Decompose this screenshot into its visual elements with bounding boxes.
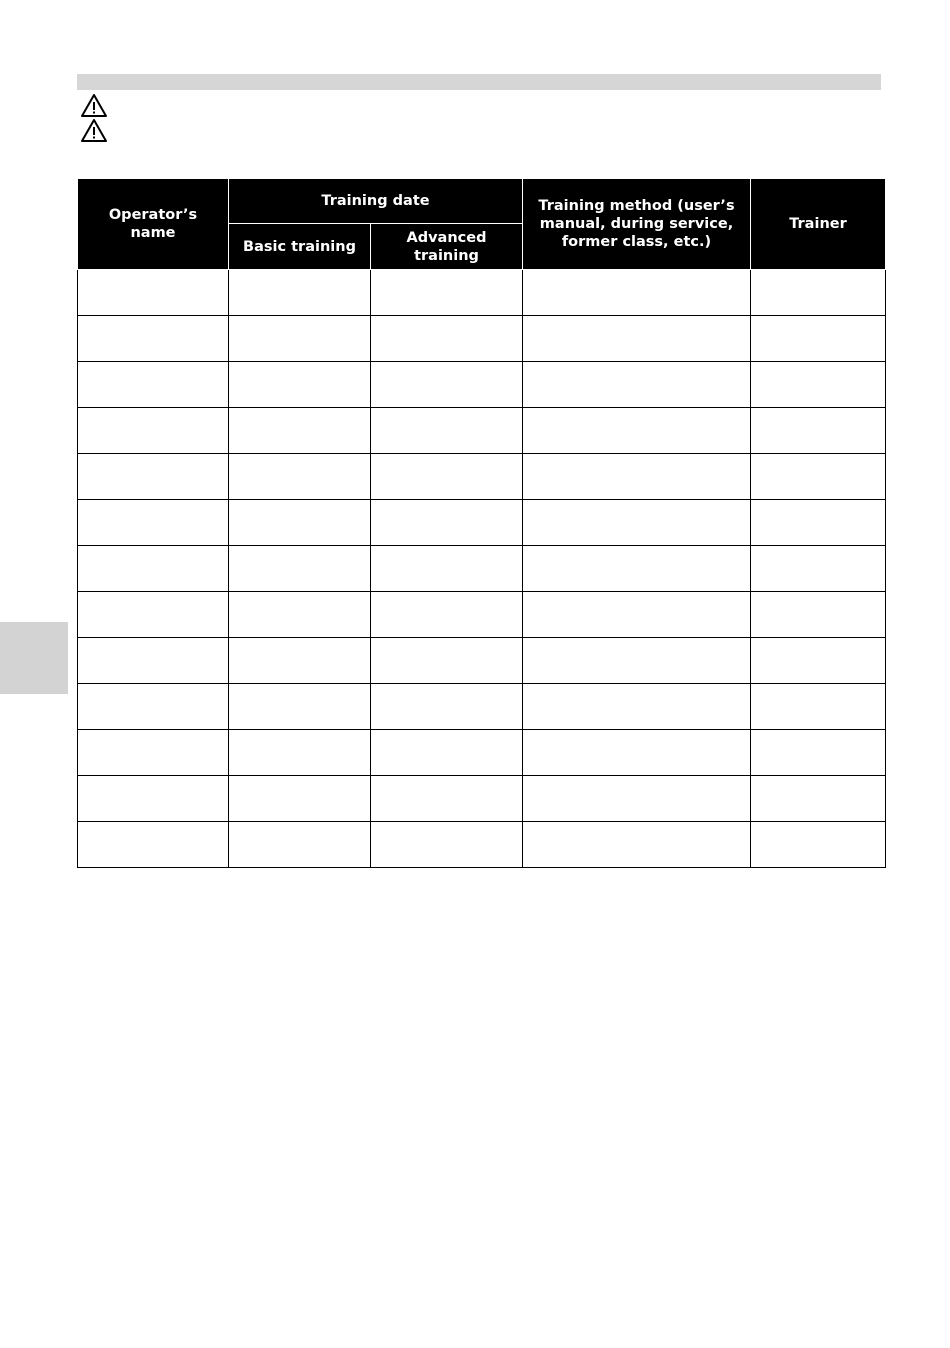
- basic-training-cell: [229, 362, 371, 408]
- trainer-cell: [751, 546, 886, 592]
- advanced-training-cell: [371, 362, 523, 408]
- training-method-cell: [523, 730, 751, 776]
- trainer-cell: [751, 638, 886, 684]
- section-header-bar: [77, 74, 881, 90]
- operator-name-cell: [78, 500, 229, 546]
- advanced-training-cell: [371, 546, 523, 592]
- trainer-cell: [751, 592, 886, 638]
- table-row: [78, 454, 886, 500]
- table-row: [78, 776, 886, 822]
- trainer-cell: [751, 684, 886, 730]
- training-method-cell: [523, 592, 751, 638]
- advanced-training-cell: [371, 592, 523, 638]
- operator-name-cell: [78, 408, 229, 454]
- table-row: [78, 500, 886, 546]
- training-method-cell: [523, 362, 751, 408]
- operator-name-cell: [78, 454, 229, 500]
- advanced-training-cell: [371, 270, 523, 316]
- trainer-cell: [751, 362, 886, 408]
- basic-training-cell: [229, 546, 371, 592]
- advanced-training-cell: [371, 776, 523, 822]
- table-row: [78, 684, 886, 730]
- training-method-cell: [523, 316, 751, 362]
- header-operator-name: Operator’s name: [78, 179, 229, 270]
- operator-name-cell: [78, 776, 229, 822]
- basic-training-cell: [229, 822, 371, 868]
- training-method-cell: [523, 822, 751, 868]
- advanced-training-cell: [371, 684, 523, 730]
- trainer-cell: [751, 776, 886, 822]
- trainer-cell: [751, 730, 886, 776]
- table-row: [78, 270, 886, 316]
- table-row: [78, 822, 886, 868]
- operator-name-cell: [78, 638, 229, 684]
- table-row: [78, 730, 886, 776]
- header-training-date: Training date: [229, 179, 523, 224]
- warning-triangle-icon: [80, 118, 108, 143]
- training-method-cell: [523, 408, 751, 454]
- training-method-cell: [523, 500, 751, 546]
- basic-training-cell: [229, 730, 371, 776]
- table-row: [78, 546, 886, 592]
- header-advanced-training: Advanced training: [371, 224, 523, 270]
- advanced-training-cell: [371, 638, 523, 684]
- header-basic-training: Basic training: [229, 224, 371, 270]
- trainer-cell: [751, 408, 886, 454]
- advanced-training-cell: [371, 454, 523, 500]
- operator-name-cell: [78, 684, 229, 730]
- basic-training-cell: [229, 408, 371, 454]
- basic-training-cell: [229, 592, 371, 638]
- trainer-cell: [751, 316, 886, 362]
- advanced-training-cell: [371, 822, 523, 868]
- basic-training-cell: [229, 316, 371, 362]
- trainer-cell: [751, 270, 886, 316]
- operator-name-cell: [78, 546, 229, 592]
- table-row: [78, 316, 886, 362]
- operator-name-cell: [78, 270, 229, 316]
- advanced-training-cell: [371, 408, 523, 454]
- operator-name-cell: [78, 730, 229, 776]
- table-body: [78, 270, 886, 868]
- basic-training-cell: [229, 684, 371, 730]
- table-row: [78, 362, 886, 408]
- basic-training-cell: [229, 454, 371, 500]
- warning-triangle-icon: [80, 93, 108, 118]
- training-method-cell: [523, 684, 751, 730]
- table-row: [78, 408, 886, 454]
- header-trainer: Trainer: [751, 179, 886, 270]
- operator-name-cell: [78, 316, 229, 362]
- basic-training-cell: [229, 270, 371, 316]
- trainer-cell: [751, 454, 886, 500]
- operator-name-cell: [78, 362, 229, 408]
- advanced-training-cell: [371, 730, 523, 776]
- basic-training-cell: [229, 638, 371, 684]
- operator-name-cell: [78, 592, 229, 638]
- training-method-cell: [523, 776, 751, 822]
- training-method-cell: [523, 270, 751, 316]
- training-record-table: [77, 178, 885, 868]
- trainer-cell: [751, 822, 886, 868]
- training-method-cell: [523, 546, 751, 592]
- training-method-cell: [523, 454, 751, 500]
- advanced-training-cell: [371, 500, 523, 546]
- table-row: [78, 638, 886, 684]
- table-row: [78, 592, 886, 638]
- operator-name-cell: [78, 822, 229, 868]
- training-method-cell: [523, 638, 751, 684]
- basic-training-cell: [229, 776, 371, 822]
- chapter-side-tab: [0, 622, 68, 694]
- trainer-cell: [751, 500, 886, 546]
- advanced-training-cell: [371, 316, 523, 362]
- basic-training-cell: [229, 500, 371, 546]
- header-training-method: Training method (user’s manual, during service, former class, etc.): [523, 179, 751, 270]
